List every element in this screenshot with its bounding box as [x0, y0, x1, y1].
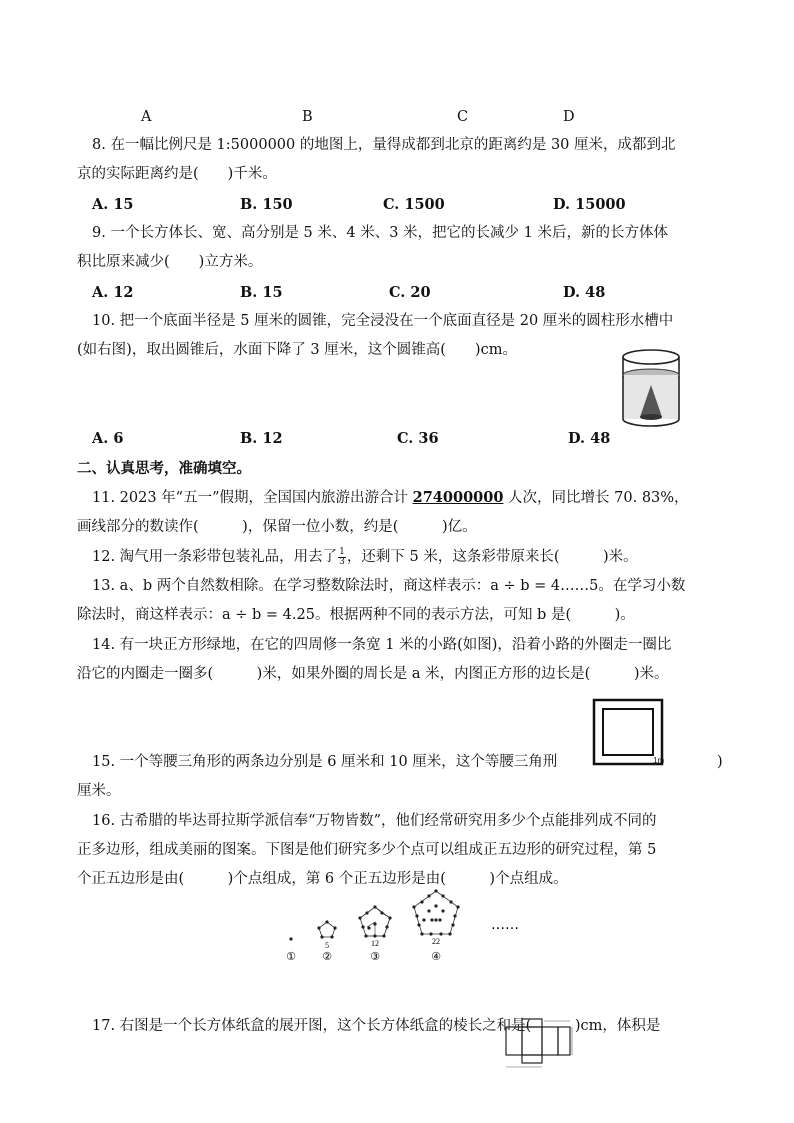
q9-line2: 积比原来减少( )立方米。 [77, 254, 263, 270]
q11-text-a: 11. 2023 年“五一”假期，全国国内旅游出游合计 [92, 490, 413, 506]
q15-line2: 厘米。 [77, 783, 121, 799]
q9-option-b: B. 15 [240, 284, 283, 301]
pentagon-1-dot [289, 937, 292, 940]
q10-line1: 10. 把一个底面半径是 5 厘米的圆锥，完全浸没在一个底面直径是 20 厘米的圆柱形水槽中 [92, 313, 674, 329]
pentagon-count-4: 22 [432, 937, 440, 946]
q15-line1-end: ) [717, 754, 723, 770]
q8-option-a: A. 15 [92, 196, 134, 213]
q9-option-a: A. 12 [92, 284, 134, 301]
q12-frac-num: 1 [339, 546, 345, 557]
pentagon-4-dots [412, 889, 459, 935]
q11-text-b: 人次，同比增长 70. 83%， [503, 490, 689, 506]
circled-3: ③ [370, 950, 380, 963]
q14-line2: 沿它的内圈走一圈多( )米，如果外圈的周长是 a 米，内图正方形的边长是( )米。 [77, 666, 669, 682]
top-option-d: D [563, 109, 575, 125]
q11-line1 [92, 488, 689, 508]
q17-line1: 17. 右图是一个长方体纸盒的展开图，这个长方体纸盒的棱长之和是( )cm，体积是 [92, 1018, 661, 1034]
q16-line2: 正多边形，组成美丽的图案。下图是他们研究多少个点可以组成正五边形的研究过程，第 5 [77, 842, 657, 858]
q8-option-d: D. 15000 [553, 196, 626, 213]
q9-option-c: C. 20 [389, 284, 431, 301]
q8-line1: 8. 在一幅比例尺是 1:5000000 的地图上，量得成都到北京的距离约是 30 厘米，成都到北 [92, 137, 676, 153]
top-option-b: B [302, 109, 313, 125]
ellipsis: …… [491, 917, 519, 933]
pentagon-count-2: 5 [325, 941, 329, 950]
pentagon-count-3: 12 [371, 939, 379, 948]
q10-line2: (如右图)，取出圆锥后，水面下降了 3 厘米，这个圆锥高( )cm。 [77, 342, 517, 358]
path-width-label: 1m [653, 756, 664, 765]
cylinder-cone-figure [620, 347, 682, 429]
q12-text-a: 12. 淘气用一条彩带包装礼品，用去了 [92, 549, 338, 565]
q10-option-c: C. 36 [397, 430, 439, 447]
q9-option-d: D. 48 [563, 284, 606, 301]
top-option-c: C [457, 109, 469, 125]
q12-line [92, 547, 638, 567]
square-path-figure [592, 698, 664, 766]
pentagon-2-dots [317, 920, 336, 938]
q13-line2: 除法时，商这样表示：a ÷ b = 4.25。根据两种不同的表示方法，可知 b 是( )。 [77, 607, 635, 623]
q13-line1: 13. a、b 两个自然数相除。在学习整数除法时，商这样表示：a ÷ b = 4……5。在学习小数 [92, 578, 686, 594]
q11-line2: 画线部分的数读作( )，保留一位小数，约是( )亿。 [77, 519, 477, 535]
section-2-title: 二、认真思考，准确填空。 [77, 460, 251, 477]
q16-line1: 16. 古希腊的毕达哥拉斯学派信奉“万物皆数”，他们经常研究用多少个点能排列成不同的 [92, 813, 657, 829]
box-net-figure [504, 1017, 580, 1071]
q11-underlined-number: 274000000 [412, 489, 504, 506]
q10-option-b: B. 12 [240, 430, 283, 447]
q8-line2: 京的实际距离约是( )千米。 [77, 166, 277, 182]
q12-fraction [338, 548, 346, 567]
q10-option-d: D. 48 [568, 430, 611, 447]
q8-option-c: C. 1500 [383, 196, 445, 213]
q12-frac-den: 3 [339, 556, 345, 567]
circled-2: ② [322, 950, 332, 963]
pentagon-dots-figure [272, 884, 532, 970]
top-option-a: A [141, 109, 152, 125]
circled-1: ① [286, 950, 296, 963]
q8-option-b: B. 150 [240, 196, 293, 213]
q16-line3: 个正五边形是由( )个点组成，第 6 个正五边形是由( )个点组成。 [77, 871, 568, 887]
circled-4: ④ [431, 950, 441, 963]
q14-line1: 14. 有一块正方形绿地，在它的四周修一条宽 1 米的小路(如图)，沿着小路的外圈走一圈比 [92, 637, 672, 653]
q9-line1: 9. 一个长方体长、宽、高分别是 5 米、4 米、3 米，把它的长减少 1 米后，新的长方体体 [92, 225, 668, 241]
q10-option-a: A. 6 [92, 430, 124, 447]
q12-text-b: ，还剩下 5 米，这条彩带原来长( )米。 [346, 549, 638, 565]
q15-line1: 15. 一个等腰三角形的两条边分别是 6 厘米和 10 厘米，这个等腰三角刑 [92, 754, 558, 770]
